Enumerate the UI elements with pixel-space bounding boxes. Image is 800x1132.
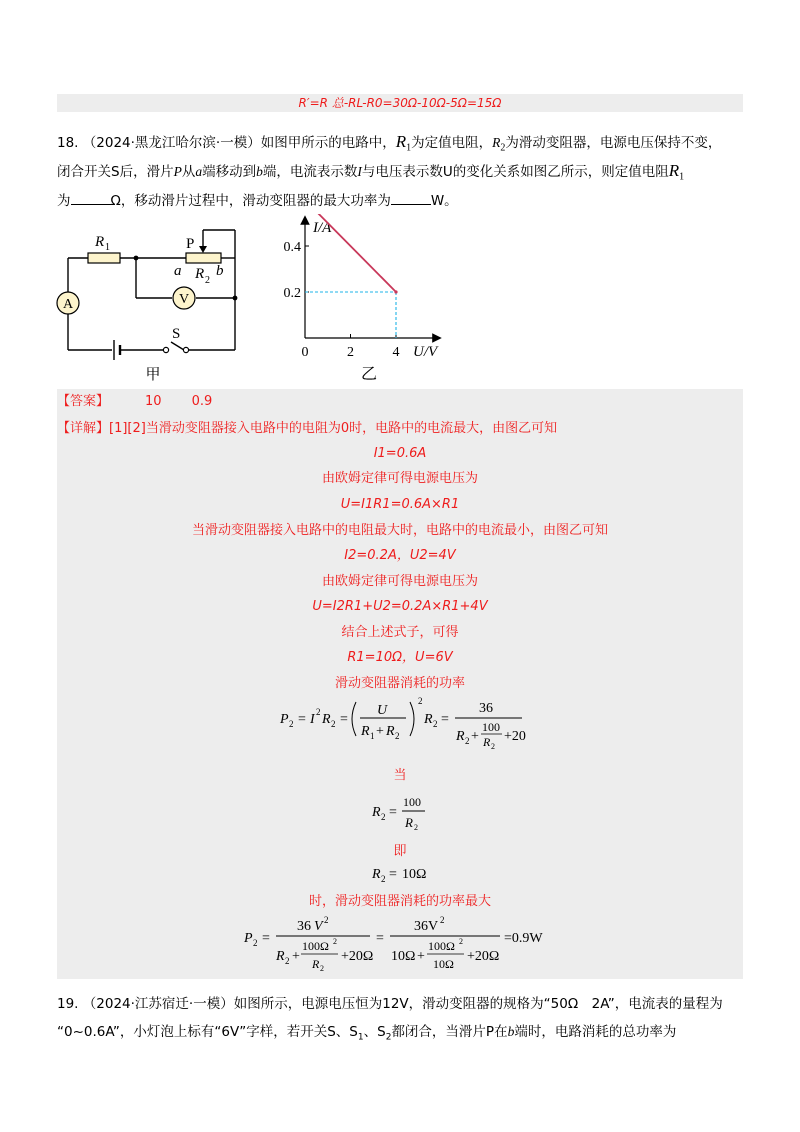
detail-tag: 【详解】 bbox=[57, 421, 110, 436]
svg-text:R: R bbox=[372, 867, 381, 882]
answer-value-2: 0.9 bbox=[191, 394, 213, 409]
max-power-formula bbox=[242, 912, 562, 974]
previous-answer: R′=R 总-RL-R0=30Ω-10Ω-5Ω=15Ω bbox=[298, 96, 502, 110]
svg-text:U: U bbox=[377, 703, 388, 718]
svg-text:=: = bbox=[389, 867, 397, 882]
svg-text:+: + bbox=[292, 949, 300, 964]
q19-text: 端时，电路消耗的总功率为 bbox=[514, 1024, 677, 1040]
svg-text:V: V bbox=[314, 919, 323, 934]
figure-jia-label: 甲 bbox=[145, 367, 161, 382]
svg-text:2: 2 bbox=[465, 736, 470, 746]
svg-text:+: + bbox=[417, 949, 425, 964]
detail-l9: R1=10Ω，U=6V bbox=[347, 650, 453, 665]
svg-text:2: 2 bbox=[491, 742, 495, 750]
svg-text:R: R bbox=[322, 712, 331, 727]
q18-text: W。 bbox=[430, 193, 458, 209]
svg-text:P: P bbox=[244, 931, 253, 946]
b-label: b bbox=[216, 263, 224, 279]
svg-text:10Ω: 10Ω bbox=[433, 957, 454, 971]
a-label: a bbox=[174, 263, 182, 279]
svg-text:2: 2 bbox=[459, 937, 463, 946]
svg-text:10Ω: 10Ω bbox=[391, 949, 416, 964]
svg-text:+: + bbox=[471, 729, 479, 744]
q18-text: Ω，移动滑片过程中，滑动变阻器的最大功率为 bbox=[110, 193, 391, 209]
svg-text:2: 2 bbox=[253, 938, 258, 948]
answer-value-1: 10 bbox=[145, 394, 162, 409]
s1-subscript: 1 bbox=[357, 1032, 364, 1043]
b-symbol: b bbox=[507, 1024, 515, 1039]
detail-l11: 当 bbox=[393, 768, 407, 783]
x-tick-label: 2 bbox=[347, 345, 354, 360]
svg-text:R: R bbox=[361, 724, 370, 739]
svg-text:=: = bbox=[376, 931, 384, 946]
svg-text:R: R bbox=[372, 805, 381, 820]
detail-l3: U=I1R1=0.6A×R1 bbox=[340, 497, 460, 512]
resistor-r1 bbox=[88, 253, 120, 263]
svg-text:P: P bbox=[280, 712, 289, 727]
q18-text: 为定值电阻， bbox=[411, 135, 493, 151]
svg-text:+20Ω: +20Ω bbox=[467, 949, 500, 964]
q19-text: 、S bbox=[363, 1024, 386, 1040]
answer-line bbox=[57, 392, 212, 412]
svg-text:2: 2 bbox=[418, 696, 423, 706]
r1-label-sub: 1 bbox=[105, 242, 110, 253]
svg-text:36: 36 bbox=[297, 919, 311, 934]
detail-l8: 结合上述式子，可得 bbox=[341, 625, 459, 640]
svg-text:2: 2 bbox=[433, 719, 438, 729]
svg-text:100Ω: 100Ω bbox=[428, 939, 455, 953]
q19-line-2 bbox=[57, 1022, 676, 1048]
detail-l5: I2=0.2A，U2=4V bbox=[344, 548, 456, 563]
detail-l7: U=I2R1+U2=0.2A×R1+4V bbox=[312, 599, 488, 614]
p-symbol: P bbox=[173, 164, 182, 179]
svg-text:R: R bbox=[483, 735, 491, 749]
q18-line-1 bbox=[57, 132, 721, 159]
q18-text: 端移动到 bbox=[202, 164, 257, 180]
y-tick-label: 0.2 bbox=[283, 286, 301, 301]
svg-text:10Ω: 10Ω bbox=[402, 867, 427, 882]
data-point bbox=[394, 290, 397, 293]
svg-text:2: 2 bbox=[289, 719, 294, 729]
s2-subscript: 2 bbox=[385, 1032, 392, 1043]
q19-line-1 bbox=[57, 994, 723, 1014]
svg-text:=: = bbox=[389, 805, 397, 820]
svg-text:100Ω: 100Ω bbox=[302, 939, 329, 953]
svg-text:R: R bbox=[276, 949, 285, 964]
q18-text: 与电压表示数U的变化关系如图乙所示，则定值电阻 bbox=[361, 164, 669, 180]
svg-text:I: I bbox=[310, 712, 315, 727]
svg-text:=: = bbox=[340, 712, 348, 727]
svg-text:2: 2 bbox=[324, 915, 329, 925]
svg-text:+20Ω: +20Ω bbox=[341, 949, 374, 964]
r1-label: R bbox=[95, 234, 105, 250]
condition-formula bbox=[370, 791, 430, 833]
detail-text: [1][2]当滑动变阻器接入电路中的电阻为0时，电路中的电流最大，由图乙可知 bbox=[109, 421, 558, 436]
q19-number: 19. bbox=[57, 996, 79, 1012]
svg-text:36V: 36V bbox=[414, 919, 439, 934]
q18-text: 为 bbox=[57, 193, 71, 209]
r2-label: R bbox=[195, 266, 205, 282]
r2-symbol: R bbox=[492, 135, 501, 150]
i-symbol: I bbox=[357, 164, 362, 179]
figure-yi-label: 乙 bbox=[360, 366, 378, 383]
detail-l12: 即 bbox=[393, 844, 407, 859]
svg-text:=: = bbox=[441, 712, 449, 727]
resistor-r2 bbox=[186, 253, 221, 263]
r1-subscript: 1 bbox=[679, 171, 685, 183]
q18-number: 18. bbox=[57, 135, 79, 151]
svg-text:2: 2 bbox=[316, 707, 321, 717]
r2-value-formula bbox=[370, 862, 440, 884]
r1-symbol: R bbox=[668, 161, 680, 180]
iu-graph bbox=[275, 214, 450, 386]
answer-tag: 【答案】 bbox=[57, 394, 110, 409]
svg-text:2: 2 bbox=[440, 915, 445, 925]
a-symbol: a bbox=[195, 164, 203, 179]
q19-text: 如图所示，电源电压恒为12V，滑动变阻器的规格为“50Ω 2A”，电流表的量程为 bbox=[233, 996, 723, 1012]
q18-text: 为滑动变阻器，电源电压保持不变， bbox=[505, 135, 722, 151]
b-symbol: b bbox=[256, 164, 263, 179]
q18-line-3 bbox=[57, 191, 458, 211]
svg-text:2: 2 bbox=[320, 964, 324, 973]
svg-text:2: 2 bbox=[331, 719, 336, 729]
svg-text:2: 2 bbox=[381, 812, 386, 822]
switch-label: S bbox=[172, 326, 181, 342]
q19-text: 都闭合，当滑片P在 bbox=[391, 1024, 508, 1040]
x-tick-label: 0 bbox=[301, 345, 309, 360]
x-axis-label: U/V bbox=[413, 344, 438, 360]
svg-text:2: 2 bbox=[381, 874, 386, 884]
r1-symbol: R bbox=[395, 132, 407, 151]
svg-text:R: R bbox=[312, 957, 320, 971]
r2-subscript: 2 bbox=[500, 142, 506, 154]
q18-text: 如图甲所示的电路中， bbox=[260, 135, 396, 151]
svg-text:36: 36 bbox=[479, 701, 493, 716]
r2-label-sub: 2 bbox=[205, 275, 210, 286]
svg-text:=: = bbox=[262, 931, 270, 946]
q18-source: （2024·黑龙江哈尔滨·一模） bbox=[82, 135, 261, 151]
q18-line-2 bbox=[57, 161, 684, 188]
svg-text:+20: +20 bbox=[504, 729, 526, 744]
y-axis-label: I/A bbox=[313, 220, 332, 236]
q18-text: 闭合开关S后，滑片 bbox=[57, 164, 174, 180]
q19-source: （2024·江苏宿迁·一模） bbox=[82, 996, 234, 1012]
x-tick-label: 4 bbox=[392, 345, 400, 360]
svg-text:=: = bbox=[298, 712, 306, 727]
detail-l1: I1=0.6A bbox=[373, 446, 427, 461]
detail-l6: 由欧姆定律可得电源电压为 bbox=[321, 574, 478, 589]
ammeter-label: A bbox=[62, 297, 74, 312]
q18-text: 从 bbox=[181, 164, 196, 180]
detail-l13: 时，滑动变阻器消耗的功率最大 bbox=[308, 894, 491, 909]
r1-subscript: 1 bbox=[406, 142, 412, 154]
voltmeter-label: V bbox=[178, 292, 190, 307]
svg-text:2: 2 bbox=[333, 937, 337, 946]
detail-l2: 由欧姆定律可得电源电压为 bbox=[321, 471, 478, 486]
svg-text:R: R bbox=[405, 815, 413, 830]
power-formula bbox=[278, 690, 528, 750]
answer-blank-2[interactable] bbox=[391, 191, 431, 205]
svg-text:2: 2 bbox=[285, 956, 290, 966]
svg-text:100: 100 bbox=[403, 795, 421, 809]
detail-l10: 滑动变阻器消耗的功率 bbox=[334, 676, 465, 691]
svg-text:R: R bbox=[424, 712, 433, 727]
svg-text:100: 100 bbox=[482, 720, 500, 734]
y-tick-label: 0.4 bbox=[283, 240, 301, 255]
q18-text: 端，电流表示数 bbox=[262, 164, 358, 180]
detail-first-line bbox=[57, 419, 557, 439]
circuit-diagram bbox=[55, 222, 250, 382]
svg-text:=0.9W: =0.9W bbox=[504, 931, 543, 946]
detail-l4: 当滑动变阻器接入电路中的电阻最大时，电路中的电流最小，由图乙可知 bbox=[191, 523, 608, 538]
svg-text:1: 1 bbox=[370, 731, 375, 741]
svg-text:2: 2 bbox=[414, 823, 418, 832]
svg-text:R: R bbox=[456, 729, 465, 744]
q19-text: “0~0.6A”，小灯泡上标有“6V”字样，若开关S、S bbox=[57, 1024, 358, 1040]
answer-blank-1[interactable] bbox=[71, 191, 111, 205]
p-label: P bbox=[186, 236, 195, 252]
svg-text:R: R bbox=[386, 724, 395, 739]
svg-text:+: + bbox=[376, 724, 384, 739]
svg-text:2: 2 bbox=[395, 731, 400, 741]
